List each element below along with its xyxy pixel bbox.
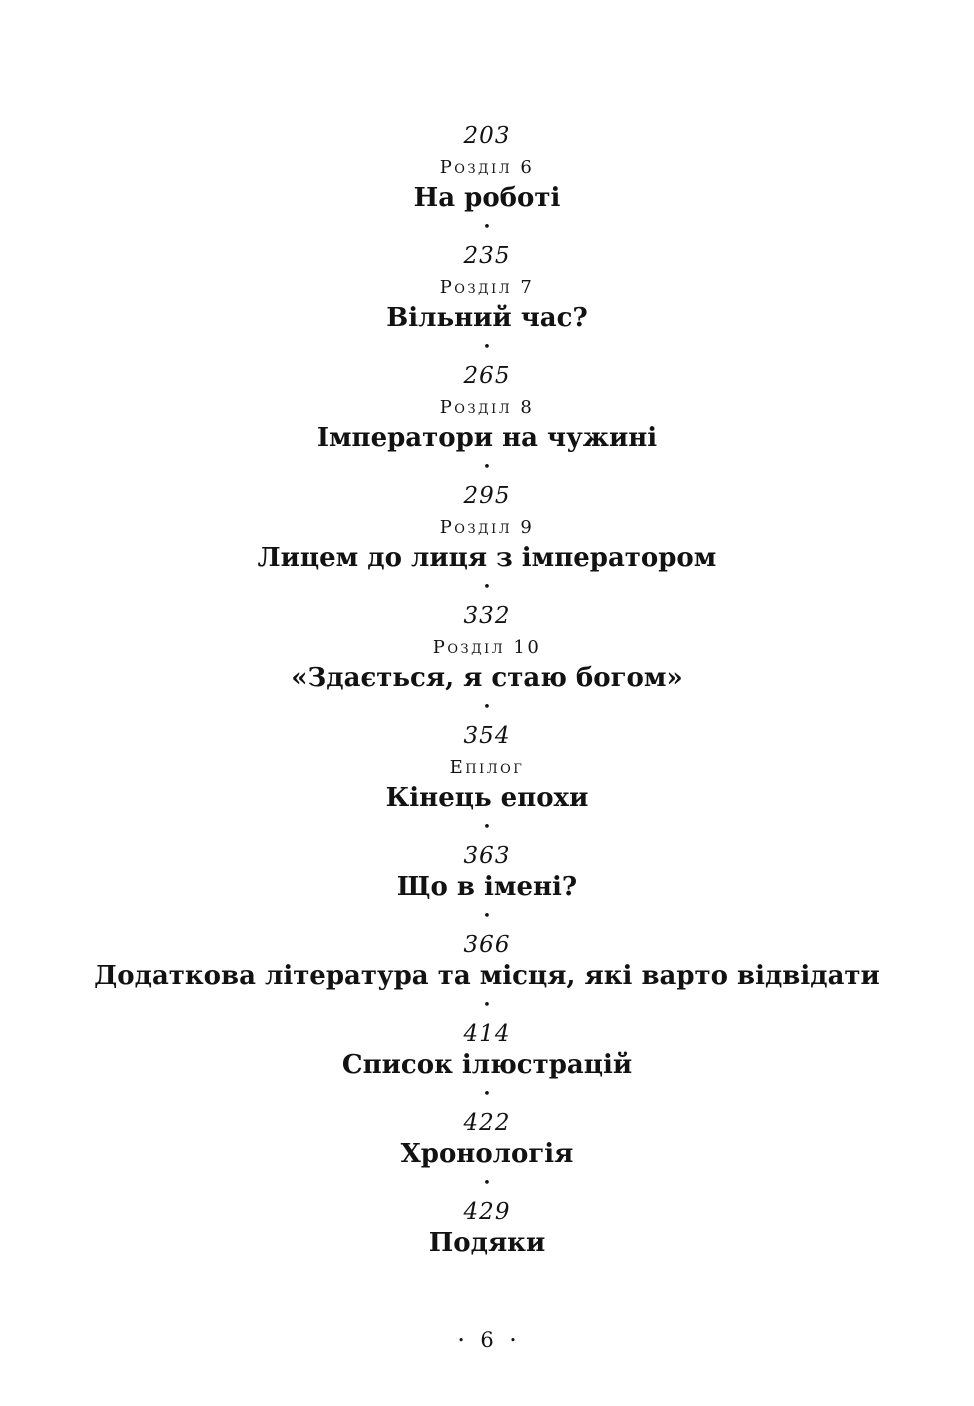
toc-entry bbox=[0, 481, 974, 574]
page-footer bbox=[0, 1326, 974, 1355]
footer-left-dot: • bbox=[457, 1334, 465, 1347]
footer-right-dot: • bbox=[509, 1334, 517, 1347]
toc-entry bbox=[0, 1108, 974, 1170]
entry-separator-dot: • bbox=[483, 909, 491, 924]
toc-entry-page-number: 354 bbox=[463, 723, 511, 749]
toc-entry-page-number: 414 bbox=[463, 1021, 511, 1047]
entry-separator-dot: • bbox=[483, 220, 491, 235]
toc-entry-title: Додаткова література та місця, які варто відвідати bbox=[94, 961, 880, 991]
entry-separator-dot: • bbox=[483, 998, 491, 1013]
toc-entry-title: Імператори на чужині bbox=[316, 423, 658, 453]
toc-entry-title: На роботі bbox=[413, 183, 561, 213]
toc-entry-title: Що в імені? bbox=[396, 872, 578, 902]
toc-entry bbox=[0, 930, 974, 992]
toc-entry bbox=[0, 121, 974, 214]
entry-separator-dot: • bbox=[483, 700, 491, 715]
toc-entry-page-number: 429 bbox=[463, 1199, 511, 1225]
toc-entry-chapter-label: Розділ 8 bbox=[439, 397, 535, 418]
toc-entry-page-number: 295 bbox=[463, 483, 511, 509]
toc-entry-chapter-label: Розділ 7 bbox=[439, 277, 535, 298]
toc-entry-chapter-label: Розділ 9 bbox=[439, 517, 535, 538]
toc-entry-page-number: 422 bbox=[463, 1110, 511, 1136]
toc-entry-title: Лицем до лиця з імператором bbox=[257, 543, 717, 573]
toc-entry-title: «Здається, я стаю богом» bbox=[291, 663, 683, 693]
toc-entry-page-number: 235 bbox=[463, 243, 511, 269]
toc-entry bbox=[0, 721, 974, 814]
toc-entry bbox=[0, 601, 974, 694]
toc-entry bbox=[0, 241, 974, 334]
toc-entry-page-number: 265 bbox=[463, 363, 511, 389]
toc-entry-title: Кінець епохи bbox=[385, 783, 589, 813]
toc-entry-title: Подяки bbox=[428, 1228, 546, 1258]
toc-entry-page-number: 363 bbox=[463, 843, 511, 869]
toc-entry bbox=[0, 841, 974, 903]
toc-entry-chapter-label: Розділ 6 bbox=[439, 157, 535, 178]
entry-separator-dot: • bbox=[483, 820, 491, 835]
toc-entry bbox=[0, 1019, 974, 1081]
toc-entry bbox=[0, 361, 974, 454]
entry-separator-dot: • bbox=[483, 1176, 491, 1191]
entry-separator-dot: • bbox=[483, 580, 491, 595]
toc-entry bbox=[0, 1197, 974, 1259]
entry-separator-dot: • bbox=[483, 1087, 491, 1102]
toc-entry-chapter-label: Розділ 10 bbox=[432, 637, 542, 658]
footer-page-number: 6 bbox=[480, 1328, 494, 1352]
toc-entry-page-number: 332 bbox=[463, 603, 511, 629]
entry-separator-dot: • bbox=[483, 460, 491, 475]
toc-entry-chapter-label: Епілог bbox=[449, 757, 525, 778]
toc-entry-page-number: 203 bbox=[463, 123, 511, 149]
toc-entry-title: Хронологія bbox=[400, 1139, 574, 1169]
toc-entry-page-number: 366 bbox=[463, 932, 511, 958]
toc-entry-title: Список ілюстрацій bbox=[341, 1050, 633, 1080]
toc-entry-title: Вільний час? bbox=[386, 303, 588, 333]
entry-separator-dot: • bbox=[483, 340, 491, 355]
